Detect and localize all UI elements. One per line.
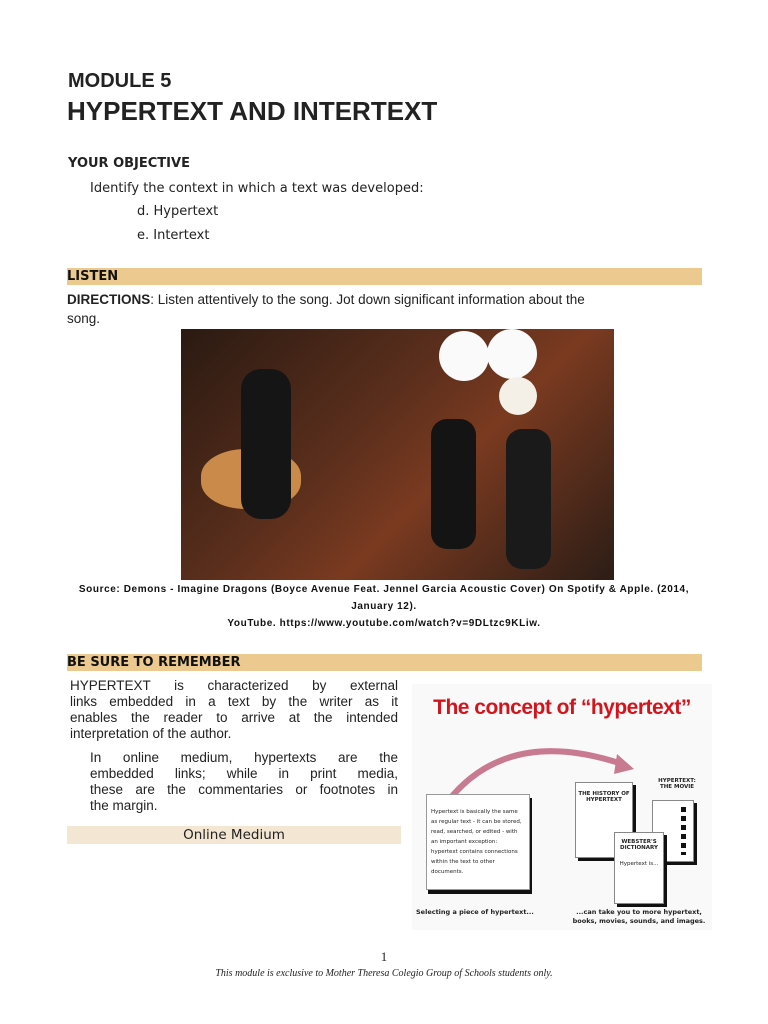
video-still-image [181,329,614,580]
directions-label: DIRECTIONS [67,292,151,307]
figure-caption-right: ...can take you to more hypertext, books, movies, sounds, and images. [572,908,706,925]
book-dictionary-title: WEBSTER'S DICTIONARY [620,839,658,851]
lamp-icon [487,329,537,379]
remember-heading [67,654,702,671]
remember-heading-text: BE SURE TO REMEMBER [67,655,241,670]
listen-heading-text: LISTEN [67,269,119,284]
singer [506,429,551,569]
directions-text-cont: song. [67,311,101,326]
page-number: 1 [380,949,388,964]
text-line: In online medium, hypertexts are the [90,750,398,765]
book-dictionary-text: Hypertext is... [619,861,659,867]
text-line: embedded links; while in print media, [90,766,398,781]
online-medium-heading: Online Medium [67,826,401,844]
text-line: enables the reader to arrive at the intended [70,710,398,725]
hypertext-document: Hypertext is basically the same as regular text - it can be stored, read, searched, or edited - with an important exception: hypertext contains connections within the text to other documents. [426,794,530,890]
lamp-icon [499,377,537,415]
guitarist [241,369,291,519]
source-line: Source: Demons - Imagine Dragons (Boyce Avenue Feat. Jennel Garcia Acoustic Cover) On Spotify & Apple. (2014, [78,584,690,595]
text-line: these are the commentaries or footnotes in [90,782,398,797]
book-movie-label: HYPERTEXT: THE MOVIE [658,778,696,790]
text-line: links embedded in a text by the writer as it [70,694,398,709]
text-line: HYPERTEXT is characterized by external [70,678,398,693]
footer-note: This module is exclusive to Mother Theresa Colegio Group of Schools students only. [215,968,553,979]
directions [67,292,707,307]
objective-item: e. Intertext [137,228,210,243]
objective-heading: YOUR OBJECTIVE [68,156,190,171]
drummer [431,419,476,549]
book-dictionary [614,832,664,904]
objective-item: d. Hypertext [137,204,219,219]
online-print-note [90,750,398,814]
objective-intro: Identify the context in which a text was developed: [90,181,424,196]
source-link[interactable]: YouTube. https://www.youtube.com/watch?v=9DLtzc9KLiw. [227,618,541,629]
figure-title: The concept of “hypertext” [433,696,691,719]
hypertext-definition [70,678,398,742]
text-line: interpretation of the author. [70,726,232,741]
lamp-icon [439,331,489,381]
source-line: January 12). [351,601,417,612]
page-title: HYPERTEXT AND INTERTEXT [67,96,438,126]
module-label: MODULE 5 [68,70,172,92]
hypertext-concept-figure [412,684,712,930]
book-history: THE HISTORY OF HYPERTEXT [575,782,633,858]
directions-text: : Listen attentively to the song. Jot down significant information about the [150,292,585,307]
figure-caption-left: Selecting a piece of hypertext... [416,908,534,916]
text-line: the margin. [90,798,158,813]
listen-heading [67,268,702,285]
remember-text-block [70,678,400,818]
